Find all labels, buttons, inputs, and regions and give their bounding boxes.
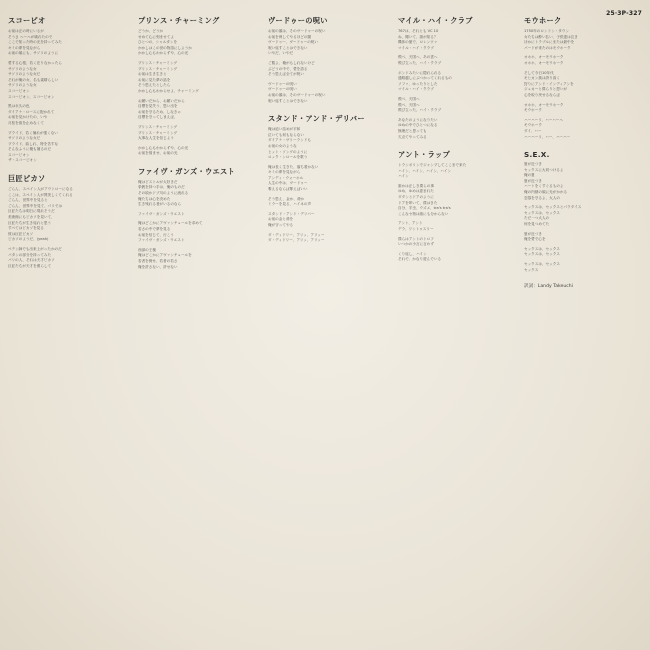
lyric-line: ごらん、スペイン人がアウトローになる xyxy=(8,187,73,192)
lyric-line: 僕らはアントのトロフ xyxy=(398,236,434,241)
lyric-line: 欠点てやってみる xyxy=(398,134,427,139)
lyric-line: サソリのような女 xyxy=(8,66,37,71)
lyric-line: お前の女のような xyxy=(268,143,297,148)
lyric-line: スコーピオン xyxy=(8,88,30,93)
lyric-line: そう思えたとしたら xyxy=(138,83,171,88)
lyric-line: ダイアナ・ロースに抱かれて xyxy=(8,109,55,114)
lyric-line: 大事な人生を信じよう xyxy=(138,136,174,141)
lyric-line: ボンドみたいに隠れられる xyxy=(398,70,442,75)
lyric-lines xyxy=(398,29,516,140)
translator-credit: 訳詞：Landy Takeuchi xyxy=(524,284,573,290)
lyric-line: 若者を倒せ、若者の若さ xyxy=(138,259,178,263)
lyric-lines xyxy=(8,29,126,164)
lyric-line: 767は、それとも VC 10 xyxy=(398,29,439,33)
lyric-line: ぺテン師でも出来上がったかのだ xyxy=(8,247,62,251)
lyric-line: 1750年のロンドン・タウン xyxy=(524,29,570,33)
lyric-line: セックスは、セックスとパラダイス xyxy=(524,205,582,210)
song-block xyxy=(268,114,386,244)
song-block xyxy=(398,16,516,140)
song-title: スコーピオ xyxy=(8,16,46,25)
lyric-line: 俺は追い詰めが平和 xyxy=(268,127,301,132)
lyric-line: ヴードゥーの呪い xyxy=(268,81,297,86)
lyric-line: かかし心もわからずや、心の光 xyxy=(138,51,189,56)
lyric-line: ダ・ディドリー、アリッ、アリッー xyxy=(268,238,325,243)
lyric-line: ヴードゥーの呪い xyxy=(268,87,297,92)
lyric-line: 美術館にもピカソを見いて、 xyxy=(8,215,55,220)
song-block xyxy=(524,16,642,140)
lyric-line: マイル・ハイ・クラブ xyxy=(398,45,434,50)
lyric-line: そう思え、金か、命か xyxy=(268,196,305,201)
lyric-line: 俺が守ってやる xyxy=(268,223,294,228)
lyric-line: プライド、曲しれ、特を苦すな xyxy=(8,141,59,146)
lyric-line: 巨匠たちが生き返れと思う xyxy=(8,220,52,225)
lyric-line: モヒカン族は誇り高く xyxy=(524,76,560,81)
song-title: アント・ラップ xyxy=(398,150,450,160)
lyric-line: それで、かなり遊んでいる xyxy=(398,257,442,262)
song-title: スタンド・アンド・デリバー xyxy=(268,114,365,124)
lyric-line: 人生の中は、ヴードゥー xyxy=(268,181,308,186)
lyric-line: セックスに大切つけるよ xyxy=(524,167,564,172)
lyric-line: 呪い返すことはできない xyxy=(268,45,308,50)
lyric-line: 何を見つめてた xyxy=(524,222,550,227)
song-title: 巨匠ピカソ xyxy=(8,174,46,184)
lyric-line: ザ・スコーピオン xyxy=(8,158,37,163)
lyrics-column-3 xyxy=(268,16,386,640)
lyric-line: 彼は巨匠ピカソ xyxy=(8,231,34,236)
lyric-lines xyxy=(268,29,386,104)
lyric-line: ダダンとドアのように xyxy=(398,195,434,200)
song-title: S.E.X. xyxy=(524,150,550,160)
lyric-lines xyxy=(398,163,516,263)
lyric-line: お前は生き生きと xyxy=(138,72,167,77)
lyric-line: モウホーク xyxy=(524,108,542,113)
lyric-line: ジュカーと僕らりと思いが xyxy=(524,87,568,92)
song-title: マイル・ハイ・クラブ xyxy=(398,16,473,25)
lyric-line: お前の頬にも、サソリのように xyxy=(8,51,59,56)
song-block xyxy=(8,16,126,164)
lyric-line: 拳銃を持つ手は、俺のものだ xyxy=(138,185,185,190)
lyric-line: ハーハーリ、ハーハーヘ xyxy=(524,117,563,122)
lyric-line: そう思えば全てが呪い xyxy=(268,72,304,77)
lyric-lines xyxy=(524,162,642,273)
lyric-line: デラ、ワントゥスリー xyxy=(398,227,434,232)
lyric-line: ファイヴ・ガンズ・ウエスト xyxy=(138,238,185,243)
lyric-line: 通路越しにぶつかってくれるもの xyxy=(398,76,452,81)
lyrics-column-2 xyxy=(138,16,256,640)
lyric-line: ただ一つ大人の xyxy=(524,216,550,221)
lyric-line: ダイアナ・ヴリーランドも xyxy=(268,138,311,143)
lyric-line: ゆめ、ゆめは恵まれた xyxy=(398,189,434,194)
lyric-line: 夏が近づき xyxy=(524,231,542,236)
lyric-line: ごらん、世界中を見ると xyxy=(8,198,48,203)
lyric-line: プライド、若く憧れが強くない xyxy=(8,130,58,135)
lyric-line: 俺の夏 xyxy=(524,173,535,178)
lyric-line: 恋慕を守るよ、大人の xyxy=(524,195,560,200)
lyric-line: セックスは、セックス xyxy=(524,252,560,257)
lyric-line: 俺は長く生きた、落ち着かない xyxy=(268,164,319,169)
lyric-line: 飛び立った、ハイ・クラブ xyxy=(398,108,442,113)
lyric-line: ピカソのようだ、(yeah) xyxy=(8,237,49,242)
lyric-line: 泣いても何もならない xyxy=(268,132,304,137)
lyric-line: ソファ、ゆったりとした xyxy=(398,81,438,86)
lyric-line: いつかの小言に言わず xyxy=(398,242,434,247)
lyric-line: 俺の内緒の頬に光がかかる xyxy=(524,190,568,195)
lyric-line: パタンの部分を持ってみた xyxy=(8,252,52,257)
lyric-line: スタンド・アンド・デリバー xyxy=(268,211,315,216)
lyric-line: 西部の王様 xyxy=(138,247,156,252)
lyric-line: ファイヴ・ガンズ・ウエスト xyxy=(138,211,185,216)
lyric-line: ハーハーリ、ハー、ハーハー xyxy=(524,134,571,139)
lyric-line: マイル・ハイ・クラブ xyxy=(398,87,434,92)
lyric-line: オホホ、オーモウホーク xyxy=(524,60,564,65)
lyric-line: 飛び立った、ハイ・クラブ xyxy=(398,60,442,65)
lyric-line: 月桂を欲を止めなくて xyxy=(8,120,44,125)
song-title: ファイヴ・ガンズ・ウエスト xyxy=(138,166,235,176)
lyric-line: ぶどうの中で、愛を語る xyxy=(268,66,308,71)
lyric-line: こんなセ物は誰にも分からない xyxy=(398,211,449,216)
lyric-line: サソリのような女 xyxy=(8,83,37,88)
song-block xyxy=(8,174,126,269)
lyric-line: そうさ ヘーヘが壊れたので xyxy=(8,34,53,39)
lyric-line: ね、聞いて、誰が知る？ xyxy=(398,34,438,39)
lyric-line: かかし心もわからずや、心の光 xyxy=(138,145,189,150)
lyric-line: 奪えるならば奪えばいい xyxy=(268,187,308,192)
lyric-line: セックスは、セックス xyxy=(524,262,560,266)
lyric-line: オホホ、オーモウホーク xyxy=(524,55,564,60)
lyric-lines xyxy=(524,29,642,140)
lyric-line: 飛べ、天国へ xyxy=(398,96,420,101)
lyrics-column-5 xyxy=(524,16,642,640)
lyric-line: プリンス・チャーミング xyxy=(138,130,178,135)
lyric-line: お前を悩ませ、お前の光 xyxy=(138,151,178,156)
lyric-line: 俺を愛で心を xyxy=(524,237,546,242)
lyric-line: スコーピオン xyxy=(8,152,30,157)
lyric-line: お前の頭は、そのヴードゥーの呪い xyxy=(268,92,326,97)
lyric-line: 誰かは正しき僕らの事 xyxy=(398,183,434,188)
lyric-line: 狩りにアンド・インディアンを xyxy=(524,81,574,86)
lyric-line: セックスは、セックス xyxy=(524,210,560,215)
lyric-line: ご覧よ、俺がもしれないけど xyxy=(268,60,315,65)
lyric-line: せめて心に刻ませてよ xyxy=(138,34,174,39)
song-title: ヴードゥーの呪い xyxy=(268,16,328,25)
lyric-line: ほかにトラブルにまたは最中を xyxy=(524,40,575,45)
lyric-line: ハートをくすぐるものよ xyxy=(524,184,564,189)
lyric-line: セックス xyxy=(524,267,539,272)
lyric-line: プリンス・チャーミング xyxy=(138,124,178,129)
lyric-line: 巨匠たちが天才を照らして xyxy=(8,263,52,268)
lyric-line: サソリのような女だ xyxy=(8,136,41,141)
lyrics-column-1 xyxy=(8,16,126,640)
lyric-line: かかし心もわからせよ、チャーミング xyxy=(138,88,199,93)
song-block xyxy=(138,16,256,157)
song-block xyxy=(268,16,386,104)
lyric-line: その頃かドブ川のように流れる xyxy=(138,191,189,196)
lyric-line: 黒は永久の色 xyxy=(8,104,30,109)
lyric-line: アンディ・ウォーホル xyxy=(268,175,304,180)
lyric-line: あなたのようになりたい xyxy=(398,117,438,122)
lyric-line: お前を守るため、しなきゃ xyxy=(138,109,181,114)
lyric-line: キミの夢を見ながら xyxy=(268,170,301,175)
lyric-line: ミラーを見る、ハイネの声 xyxy=(268,202,312,207)
lyric-line: プリンス・チャーミング xyxy=(138,66,178,71)
lyric-line: 若さの中で夢を見る xyxy=(138,227,171,232)
lyric-line: ヴードゥー、ヴードゥーの呪い xyxy=(268,40,318,45)
lyric-line: ロック・ンロールを歌う xyxy=(268,155,308,160)
lyric-line: ダ・ディドリー、アリッ、アリッー xyxy=(268,232,325,237)
lyric-line: 目標を守ってしまえば、 xyxy=(138,115,178,120)
lyric-line: ここで知った時の光を持ってみた xyxy=(8,40,62,45)
lyric-line: お前の頭は、そのヴードゥーの呪い xyxy=(268,29,326,33)
lyric-line: モウホーク xyxy=(524,123,542,128)
lyric-line: お前を信じて、行こう xyxy=(138,232,174,237)
lyric-line: ダイ、ハー xyxy=(524,128,542,133)
lyrics-column-4 xyxy=(398,16,516,640)
lyric-line: 俺を許さない、許せない xyxy=(138,264,178,269)
lyric-line: お願いだから、お願いだから xyxy=(138,98,185,103)
lyric-line: 心を取り戻せるならば xyxy=(524,92,560,97)
lyric-line: ゆめの中でひとつになる xyxy=(398,123,438,128)
lyric-line: 俺はピストルが大好きだ xyxy=(138,179,178,184)
lyric-line: ハイン xyxy=(398,174,409,179)
catalog-number: 25·3P-327 xyxy=(606,10,642,17)
lyric-line: 夏が近づき xyxy=(524,162,542,167)
lyric-line: 愛する心根、若く在りなかったら xyxy=(8,60,62,65)
lyric-line: 飛べ、天国へ xyxy=(398,102,420,107)
lyric-line: そして今日10年代 xyxy=(524,70,554,75)
lyric-line: ハイン、ハイン、ハイン、ハイン xyxy=(398,168,452,173)
lyric-line: ごらん、世界中を見て、パリでは xyxy=(8,203,63,208)
lyric-line: お前は正の時にいるが xyxy=(8,29,44,33)
lyric-line: 無理だと思っても xyxy=(398,128,427,133)
lyric-line: オホホ、オーモウホーク xyxy=(524,102,564,107)
lyric-line: スコーピオン、スコーピオン xyxy=(8,94,55,99)
lyric-line: 目標を見失う、思い出を xyxy=(138,104,178,109)
lyric-line: パリの人、それは天才ピカソ xyxy=(8,258,55,263)
lyric-line: ひとつの、シャルタンを xyxy=(138,40,178,45)
lyric-line: パードが来たのはモウホーク xyxy=(524,45,571,50)
lyric-line: 呪い返すことはできない xyxy=(268,98,308,103)
lyric-line: そんなふうに俺も捕るのだ xyxy=(8,147,52,152)
lyric-lines xyxy=(8,187,126,269)
lyric-lines xyxy=(138,180,256,270)
lyric-line: 巨匠たちは明日に現れそうだ xyxy=(8,209,55,214)
lyric-line: ドアを叩いて、僕はきた xyxy=(398,200,438,205)
lyric-line: アント、アント xyxy=(398,221,423,226)
lyric-line: トランポリンでジャンプしてここまで来た xyxy=(398,163,467,168)
lyric-lines xyxy=(268,127,386,244)
lyric-line: いやだ、いやだ xyxy=(268,51,294,56)
lyric-line: ヒット・ソングのように xyxy=(268,149,308,154)
lyric-line: 自分、芋虫、ウズメ、tra's tra's xyxy=(398,206,451,211)
lyric-line: 女たちは酔い払い、子供達は泣き xyxy=(524,34,578,39)
lyric-line: それが俺の女、名も素晴らしい xyxy=(8,77,59,82)
song-title: モウホーク xyxy=(524,16,562,25)
song-title: プリンス・チャーミング xyxy=(138,16,220,25)
lyric-line: くり返し、ハイン xyxy=(398,251,427,256)
lyric-line: お前に見た夢の話を xyxy=(138,77,171,82)
song-block xyxy=(398,150,516,263)
lyric-line: 生き残れる者がいるのなら xyxy=(138,202,182,207)
lyric-line: 俺はどこかにアヴァンチュールを xyxy=(138,253,192,258)
lyric-line: どうか、どうか xyxy=(138,29,164,33)
lyric-lines xyxy=(138,29,256,157)
lyric-line: 飛べ、天国へ、あの雲へ xyxy=(398,55,438,60)
lyric-line: 夏が近づき xyxy=(524,178,542,183)
lyric-line: 俺たちは心を決めた xyxy=(138,196,171,201)
lyric-line: サソリのような女だ xyxy=(8,72,41,77)
lyric-line: お前を見かけたの、いや xyxy=(8,115,48,120)
lyric-line: キミの夢を見ながら xyxy=(8,45,41,50)
lyric-line: すべてはピカソを見る xyxy=(8,226,44,231)
lyric-line: プリンス・チャーミング xyxy=(138,60,178,65)
song-block xyxy=(524,150,642,273)
lyric-line: お前を脅してやるほどの闇 xyxy=(268,34,312,39)
lyric-line: ここは、スペイン人が賛美しくてくれる xyxy=(8,192,73,197)
lyric-line: お前の金と命を xyxy=(268,217,294,222)
lyric-line: セックスは、セックス xyxy=(524,246,560,251)
song-block xyxy=(138,167,256,270)
lyric-line: かかしはこの世の物語にしようか xyxy=(138,45,192,50)
lyric-line: 機体の便で、ロレンツァ xyxy=(398,40,438,45)
lyric-line: 俺はどこかにアヴァンチュールを求めて xyxy=(138,221,203,226)
